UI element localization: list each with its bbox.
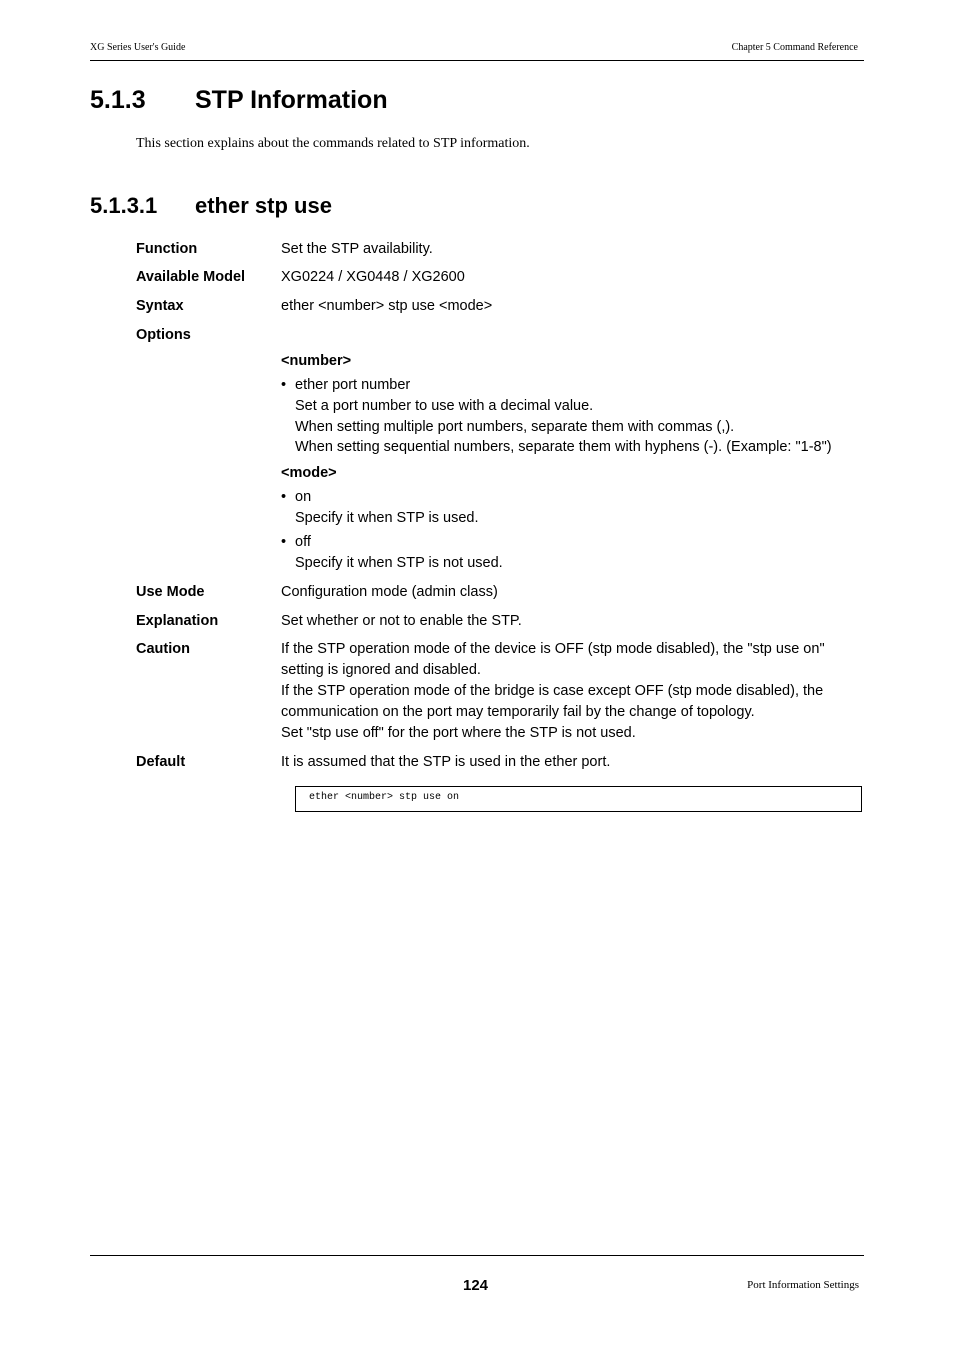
subsection-title: ether stp use <box>195 193 332 218</box>
explanation-label: Explanation <box>136 613 219 629</box>
caution-line-1: If the STP operation mode of the device is OFF (stp mode disabled), the "stp use on" <box>281 641 825 657</box>
default-code-box <box>295 786 862 812</box>
default-code: ether <number> stp use on <box>309 792 460 803</box>
function-label: Function <box>136 241 198 257</box>
syntax-value: ether <number> stp use <mode> <box>281 298 493 314</box>
caution-label: Caution <box>136 641 190 657</box>
bullet-icon: • <box>281 534 287 550</box>
available-model-value: XG0224 / XG0448 / XG2600 <box>281 269 465 285</box>
option-mode-heading: <mode> <box>281 465 337 481</box>
option-mode-off-text: off <box>295 534 311 550</box>
syntax-label: Syntax <box>136 298 184 314</box>
options-label: Options <box>136 327 191 343</box>
available-model-label: Available Model <box>136 269 246 285</box>
option-number-desc-1: Set a port number to use with a decimal value. <box>295 398 594 414</box>
subsection-heading <box>90 193 332 219</box>
option-mode-on-desc: Specify it when STP is used. <box>295 510 479 526</box>
option-mode-on-item <box>281 487 311 508</box>
function-value: Set the STP availability. <box>281 241 433 257</box>
explanation-value: Set whether or not to enable the STP. <box>281 613 522 629</box>
running-header-left: XG Series User's Guide <box>90 42 186 53</box>
option-mode-off-desc: Specify it when STP is not used. <box>295 555 503 571</box>
subsection-number: 5.1.3.1 <box>90 193 158 218</box>
option-number-desc-2: When setting multiple port numbers, separate them with commas (,). <box>295 419 735 435</box>
bullet-icon: • <box>281 489 287 505</box>
section-heading <box>90 86 388 115</box>
caution-line-5: Set "stp use off" for the port where the STP is not used. <box>281 725 636 741</box>
footer-rule <box>90 1255 864 1256</box>
default-label: Default <box>136 754 186 770</box>
use-mode-value: Configuration mode (admin class) <box>281 584 498 600</box>
running-footer-right: Port Information Settings <box>747 1279 859 1291</box>
page-number: 124 <box>463 1277 489 1294</box>
option-number-desc-3: When setting sequential numbers, separate them with hyphens (-). (Example: "1-8") <box>295 439 832 455</box>
section-intro: This section explains about the commands related to STP information. <box>136 136 530 151</box>
caution-line-4: communication on the port may temporarily fail by the change of topology. <box>281 704 755 720</box>
section-title: STP Information <box>195 86 388 114</box>
option-mode-off-item <box>281 532 311 553</box>
section-number: 5.1.3 <box>90 86 146 114</box>
option-number-item-text: ether port number <box>295 377 411 393</box>
running-header-right: Chapter 5 Command Reference <box>731 42 858 53</box>
caution-line-2: setting is ignored and disabled. <box>281 662 481 678</box>
option-mode-on-text: on <box>295 489 312 505</box>
bullet-icon: • <box>281 377 287 393</box>
default-value: It is assumed that the STP is used in the ether port. <box>281 754 611 770</box>
header-rule <box>90 60 864 61</box>
option-number-heading: <number> <box>281 353 352 369</box>
caution-line-3: If the STP operation mode of the bridge is case except OFF (stp mode disabled), the <box>281 683 824 699</box>
use-mode-label: Use Mode <box>136 584 205 600</box>
option-number-item <box>281 375 410 396</box>
